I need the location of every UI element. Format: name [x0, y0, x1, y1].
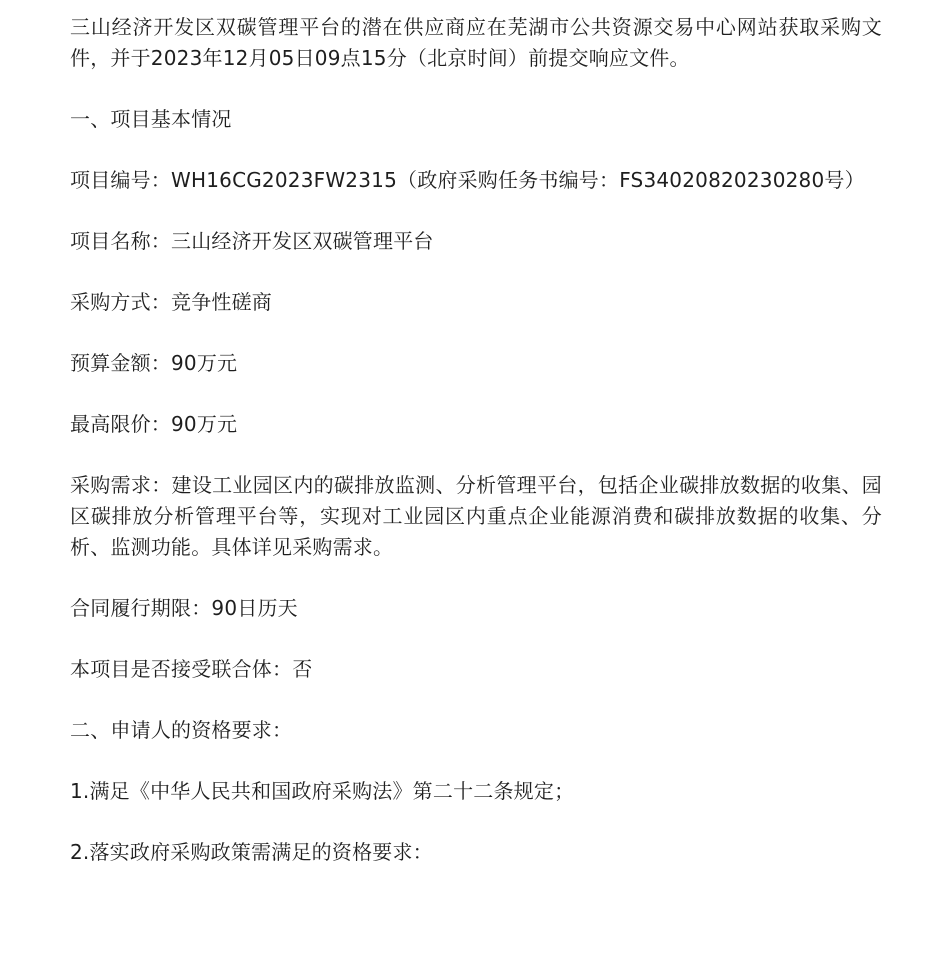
consortium-accepted: 本项目是否接受联合体：否 — [70, 657, 313, 681]
procurement-requirements: 采购需求：建设工业园区内的碳排放监测、分析管理平台，包括企业碳排放数据的收集、园区碳排放分析管理平台等，实现对工业园区内重点企业能源消费和碳排放数据的收集、分析、监测功能。具体详见采购需求。 — [70, 473, 882, 559]
qualification-item-2: 2.落实政府采购政策需满足的资格要求： — [70, 840, 433, 864]
procurement-method: 采购方式：竞争性磋商 — [70, 290, 272, 314]
document-body — [70, 12, 882, 898]
maximum-price: 最高限价：90万元 — [70, 412, 238, 436]
project-number: 项目编号：WH16CG2023FW2315（政府采购任务书编号：FS34020820230280号） — [70, 168, 865, 192]
contract-period: 合同履行期限：90日历天 — [70, 596, 298, 620]
project-name: 项目名称：三山经济开发区双碳管理平台 — [70, 229, 434, 253]
qualification-item-1: 1.满足《中华人民共和国政府采购法》第二十二条规定； — [70, 779, 575, 803]
section-heading-qualifications: 二、申请人的资格要求： — [70, 718, 293, 742]
section-heading-project-info: 一、项目基本情况 — [70, 107, 232, 131]
budget-amount: 预算金额：90万元 — [70, 351, 238, 375]
intro-paragraph: 三山经济开发区双碳管理平台的潜在供应商应在芜湖市公共资源交易中心网站获取采购文件，并于2023年12月05日09点15分（北京时间）前提交响应文件。 — [70, 15, 882, 70]
